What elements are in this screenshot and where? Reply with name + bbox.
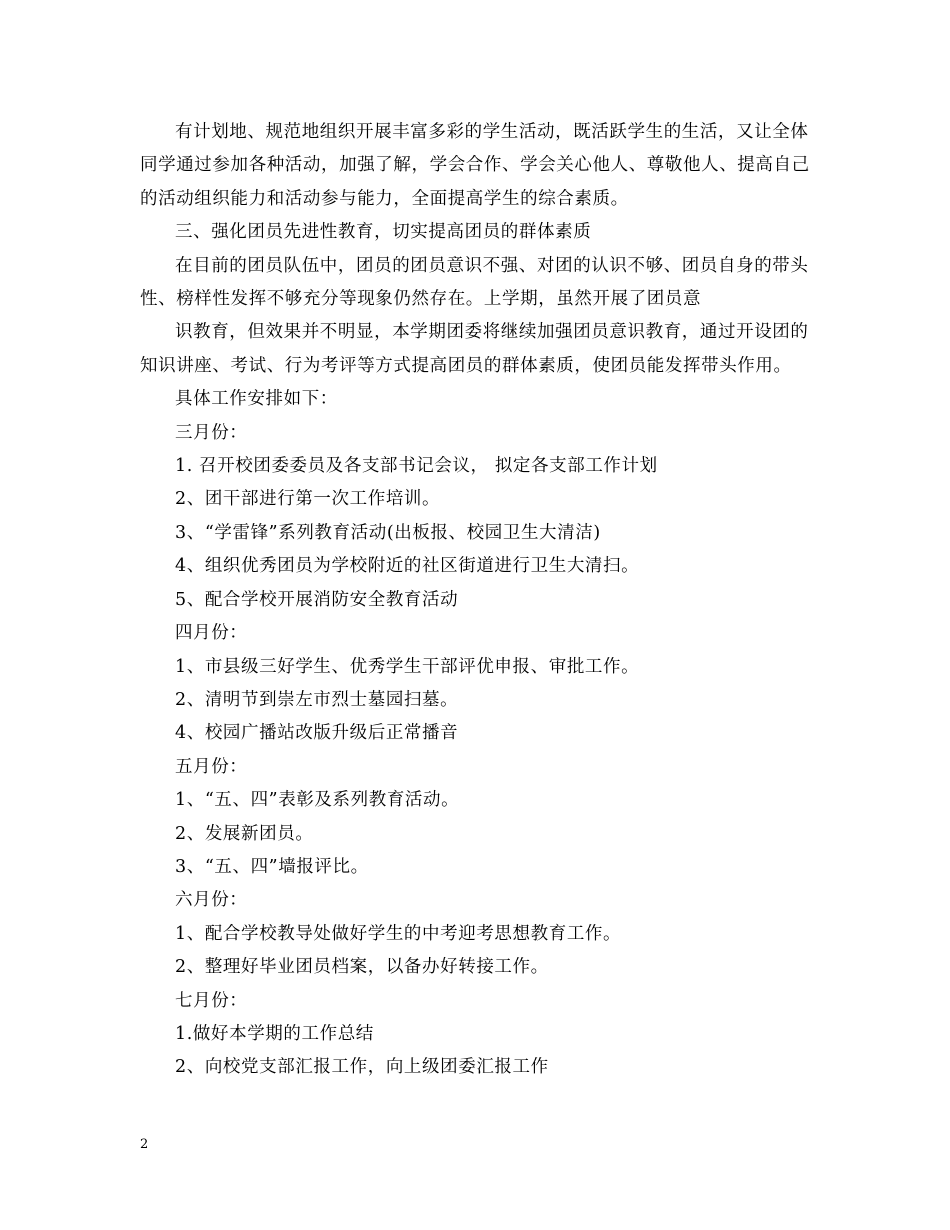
list-item: 4、组织优秀团员为学校附近的社区街道进行卫生大清扫。 <box>175 556 640 577</box>
paragraph-current-status: 在目前的团员队伍中，团员的团员意识不强、对团的认识不够、团员自身的带头性、榜样性发挥不够充分等现象仍然存在。上学期，虽然开展了团员意 <box>140 255 809 310</box>
list-item: 1、“五、四”表彰及系列教育活动。 <box>175 790 460 811</box>
list-item: 2、整理好毕业团员档案，以备办好转接工作。 <box>175 957 549 978</box>
list-item: 3、“学雷锋”系列教育活动(出板报、校园卫生大清洁) <box>175 522 601 543</box>
paragraph-activities: 有计划地、规范地组织开展丰富多彩的学生活动，既活跃学生的生活，又让全体同学通过参加各种活动，加强了解，学会合作、学会关心他人、尊敬他人、提高自己的活动组织能力和活动参与能力，全面提高学生的综合素质。 <box>140 122 810 209</box>
page-number: 2 <box>140 1137 149 1152</box>
month-heading-march: 三月份： <box>175 422 248 443</box>
list-item: 1. 召开校团委委员及各支部书记会议， 拟定各支部工作计划 <box>175 456 658 477</box>
paragraph-awareness-education: 识教育，但效果并不明显，本学期团委将继续加强团员意识教育，通过开设团的知识讲座、考试、行为考评等方式提高团员的群体素质，使团员能发挥带头作用。 <box>140 322 809 376</box>
list-item: 2、清明节到崇左市烈士墓园扫墓。 <box>175 689 459 710</box>
list-item: 1.做好本学期的工作总结 <box>175 1023 374 1044</box>
list-item: 5、配合学校开展消防安全教育活动 <box>175 589 459 610</box>
list-item: 1、配合学校教导处做好学生的中考迎考思想教育工作。 <box>175 923 622 944</box>
document-body <box>140 116 820 1085</box>
section-heading-three: 三、强化团员先进性教育，切实提高团员的群体素质 <box>175 222 592 243</box>
list-item: 2、团干部进行第一次工作培训。 <box>175 489 441 510</box>
list-item: 2、发展新团员。 <box>175 823 314 844</box>
list-item: 4、校园广播站改版升级后正常播音 <box>175 723 459 744</box>
month-heading-april: 四月份： <box>175 623 248 644</box>
list-item: 2、向校党支部汇报工作，向上级团委汇报工作 <box>175 1057 549 1078</box>
month-heading-june: 六月份： <box>175 890 248 911</box>
month-heading-may: 五月份： <box>175 756 248 777</box>
schedule-intro: 具体工作安排如下： <box>175 389 338 410</box>
list-item: 3、“五、四”墙报评比。 <box>175 856 369 877</box>
list-item: 1、市县级三好学生、优秀学生干部评优申报、审批工作。 <box>175 656 640 677</box>
month-heading-july: 七月份： <box>175 990 248 1011</box>
